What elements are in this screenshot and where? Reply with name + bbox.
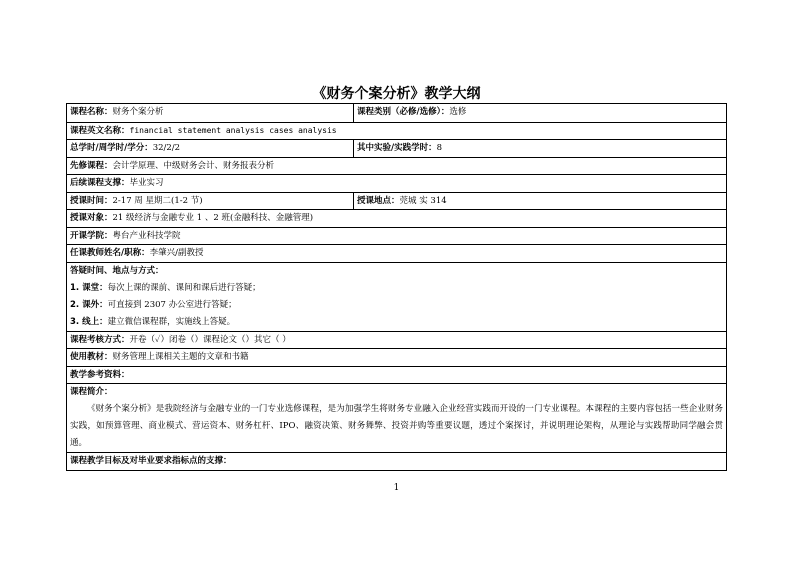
row-teacher: [67, 244, 726, 262]
row-assessment: [67, 331, 726, 349]
qa-item-value: 每次上课的课前、课间和课后进行答疑；: [107, 282, 261, 293]
page-number: 1: [393, 483, 400, 493]
target-label: 授课对象：: [70, 213, 113, 223]
row-objectives: [67, 452, 726, 470]
teacher-value: 李肇兴/副教授: [149, 248, 204, 258]
objectives-label: 课程教学目标及对毕业要求指标点的支撑：: [70, 456, 232, 466]
time-value: 2-17 周 星期二(1-2 节): [112, 195, 203, 206]
place-value: 莞城 实 314: [399, 195, 447, 206]
target-value: 21 级经济与金融专业 1 、2 班(金融科技、金融管理): [112, 213, 314, 223]
place-label: 授课地点：: [357, 195, 400, 206]
college-label: 开课学院：: [70, 230, 113, 241]
followup-value: 毕业实习: [129, 178, 164, 188]
intro-text: 《财务个案分析》是我院经济与金融专业的一门专业选修课程，是为加强学生将财务专业融入企业经营实践而开设的一门专业课程。本课程的主要内容包括一些企业财务实践，如预算管理、商业模式、营运资本、财务杠杆、IPO、融资决策、财务舞弊、投资并购等重要议题，透过个案探讨，并说明理论架构，从理论与实践帮助同学融会贯通。: [70, 404, 723, 448]
intro-block: [67, 383, 726, 452]
course-type-label: 课程类别（必修/选修）：: [357, 107, 450, 117]
row-hours-lab: [67, 139, 726, 157]
row-target: [67, 209, 726, 227]
row-english: [67, 122, 726, 140]
row-name-type: [67, 104, 726, 122]
qa-item-value: 可直接到 2307 办公室进行答疑；: [107, 299, 237, 310]
row-references: [67, 366, 726, 384]
course-type-value: 选修: [449, 107, 467, 117]
syllabus-table: [66, 103, 727, 471]
teacher-label: 任课教师姓名/职称：: [70, 248, 150, 258]
college-value: 粤台产业科技学院: [112, 230, 181, 241]
row-prereq: [67, 157, 726, 175]
followup-label: 后续课程支撑：: [70, 178, 130, 188]
qa-item-label: 3. 线上：: [70, 316, 108, 327]
references-label: 教学参考资料：: [70, 369, 130, 380]
qa-item-value: 建立微信课程群，实施线上答疑。: [107, 316, 236, 327]
textbook-label: 使用教材：: [70, 352, 113, 362]
course-name-label: 课程名称：: [70, 107, 113, 117]
intro-label: 课程简介：: [70, 387, 113, 397]
row-followup: [67, 174, 726, 192]
english-name-value: financial statement analysis cases analysis: [129, 125, 337, 135]
document-title: 《财务个案分析》教学大纲: [312, 86, 481, 102]
prereq-value: 会计学原理、中级财务会计、财务报表分析: [112, 160, 275, 171]
hours-value: 32/2/2: [152, 143, 181, 153]
qa-heading: 答疑时间、地点与方式：: [70, 265, 164, 276]
lab-hours-value: 8: [436, 143, 443, 153]
qa-item-label: 2. 课外：: [70, 299, 108, 310]
time-label: 授课时间：: [70, 195, 113, 206]
course-name-value: 财务个案分析: [112, 107, 164, 117]
lab-hours-label: 其中实验/实践学时：: [357, 143, 437, 153]
assessment-label: 课程考核方式：: [70, 334, 130, 345]
row-time-place: [67, 192, 726, 210]
qa-block: [67, 262, 726, 331]
row-college: [67, 227, 726, 245]
hours-label: 总学时/周学时/学分：: [70, 143, 153, 153]
prereq-label: 先修课程：: [70, 160, 113, 171]
qa-item-label: 1. 课堂：: [70, 282, 108, 293]
textbook-value: 财务管理上课相关主题的文章和书籍: [112, 352, 249, 362]
english-name-label: 课程英文名称：: [70, 125, 130, 136]
assessment-value: 开卷（✓）闭卷（）课程论文（）其它（ ）: [129, 334, 291, 345]
row-textbook: [67, 348, 726, 366]
